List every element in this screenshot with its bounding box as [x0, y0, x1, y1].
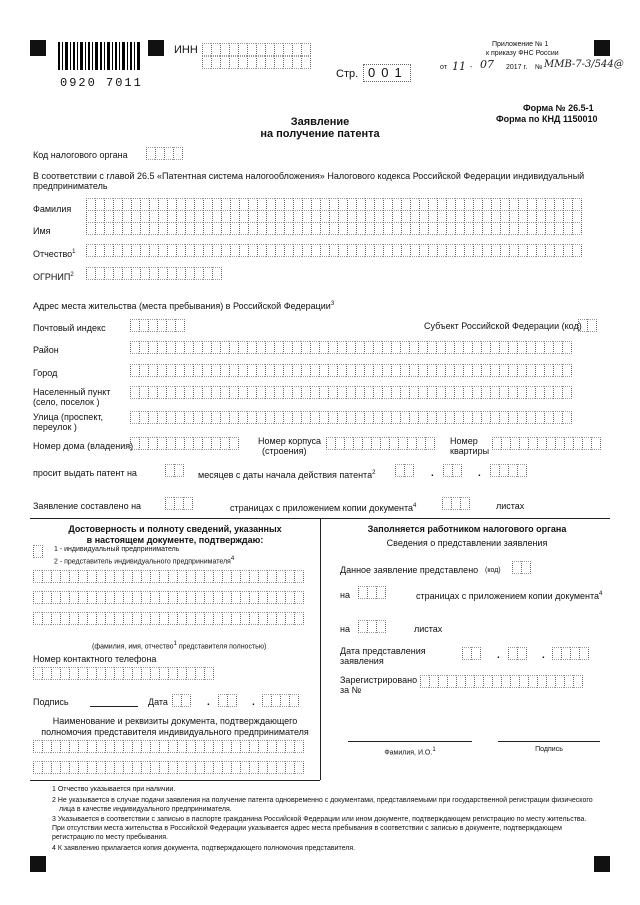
address-heading-text: Адрес места жительства (места пребывания) в Российской Федерации — [33, 301, 331, 311]
barcode-digits: 0920 7011 — [60, 76, 143, 90]
officer-name-line[interactable] — [348, 741, 472, 742]
officer-name-caption: Фамилия, И.О.$^1$ — [384, 747, 436, 757]
footnote-4-text: К заявлению прилагается копия документа, подтверждающего полномочия представителя. — [57, 845, 356, 852]
months-field[interactable] — [165, 464, 184, 477]
doc-heading-2: полномочия представителя индивидуального предпринимателя — [41, 727, 309, 737]
corner-marker-top-mid — [148, 40, 164, 56]
inn-field[interactable] — [202, 43, 311, 56]
order-month: 07 — [480, 58, 494, 71]
sign-year-field[interactable] — [262, 694, 299, 707]
date-dot: . — [252, 697, 255, 708]
request-label: просит выдать патент на — [33, 468, 137, 478]
settlement-label: Населенный пункт — [33, 387, 111, 397]
page-number-field[interactable]: 001 — [363, 64, 411, 82]
corner-marker-bottom-left — [30, 856, 46, 872]
order-number: ММВ-7-3/544@ — [544, 59, 624, 70]
sign-day-field[interactable] — [172, 694, 191, 707]
phone-label: Номер контактного телефона — [33, 654, 157, 664]
office-subheading: Сведения о представлении заявления — [386, 538, 548, 548]
corner-marker-bottom-right — [594, 856, 610, 872]
footnote-2-text: Не указывается в случае подачи заявления на получение патента одновременно с документами, представляемыми при государственной регистрации физического — [57, 797, 593, 804]
date-dot: . — [431, 468, 434, 479]
flat-label-2: квартиры — [450, 446, 490, 456]
confirm-heading-2: в настоящем документе, подтверждаю: — [86, 535, 264, 545]
name-field[interactable] — [86, 222, 582, 235]
date-dot: . — [478, 468, 481, 479]
street-label: Улица (проспект, — [33, 412, 103, 422]
surname-label: Фамилия — [33, 204, 72, 214]
footnote-2-cont: лица в качестве индивидуального предпринимателя. — [59, 806, 232, 813]
registered-label: Зарегистрировано — [340, 675, 418, 685]
barcode — [58, 42, 142, 72]
patronymic-field[interactable] — [86, 244, 582, 257]
patronymic-label: Отчество$^1$ — [33, 249, 76, 259]
confirmer-type-field[interactable] — [33, 545, 43, 558]
column-divider — [320, 518, 321, 780]
office-sheets-field[interactable] — [358, 620, 386, 633]
corner-marker-top-left — [30, 40, 46, 56]
form-number: Форма № 26.5-1 — [523, 103, 594, 113]
footnote-3-number: 3 — [52, 816, 56, 823]
phone-field[interactable] — [33, 667, 214, 680]
patronymic-text: Отчество — [33, 249, 73, 259]
confirm-heading: Достоверность и полноту сведений, указанных — [68, 524, 282, 534]
district-label: Район — [33, 345, 59, 355]
subject-label: Субъект Российской Федерации (код) — [424, 321, 582, 331]
footnote-3 — [52, 816, 586, 824]
registered-number-field[interactable] — [420, 675, 583, 688]
months-text: месяцев с даты начала действия патента — [198, 470, 373, 480]
footnote-4-number: 4 — [52, 845, 56, 852]
confirmer-option-1: 1 - индивидуальный предприниматель — [54, 546, 180, 553]
submit-year-field[interactable] — [552, 647, 589, 660]
district-field[interactable] — [130, 341, 572, 354]
signature-line[interactable] — [90, 706, 138, 707]
footnote-2 — [52, 797, 593, 805]
street-field[interactable] — [130, 411, 572, 424]
composed-label: Заявление составлено на — [33, 501, 142, 511]
representative-fio-row2[interactable] — [33, 591, 304, 604]
officer-name-text: Фамилия, И.О. — [384, 749, 433, 757]
city-field[interactable] — [130, 364, 572, 377]
officer-signature-line[interactable] — [498, 741, 600, 742]
ogrnip-field[interactable] — [86, 267, 222, 280]
inn-label: ИНН — [174, 44, 198, 56]
sign-month-field[interactable] — [218, 694, 237, 707]
settlement-label-2: (село, поселок ) — [33, 397, 100, 407]
flat-label: Номер — [450, 436, 478, 446]
order-from: от — [440, 64, 447, 71]
appendix-line1: Приложение № 1 — [492, 41, 549, 48]
building-label: Номер корпуса — [258, 436, 322, 446]
office-pages-field[interactable] — [358, 586, 386, 599]
office-on-label: на — [340, 590, 350, 600]
address-heading: Адрес места жительства (места пребывания) в Российской Федерации$^3$ — [33, 301, 335, 311]
submitted-label: Данное заявление представлено — [340, 565, 479, 575]
footnote-2-number: 2 — [52, 797, 56, 804]
order-no-label: № — [535, 64, 543, 71]
appendix-line2: к приказу ФНС России — [486, 50, 559, 57]
officer-signature-caption: Подпись — [535, 746, 563, 753]
start-year-field[interactable] — [490, 464, 527, 477]
office-pages-label: страницах с приложением копии документа$^4$ — [416, 591, 603, 601]
footnote-1 — [52, 786, 175, 794]
office-pages-text: страницах с приложением копии документа — [416, 591, 600, 601]
representative-fio-row3[interactable] — [33, 612, 304, 625]
form-knd: Форма по КНД 1150010 — [496, 114, 598, 124]
house-label: Номер дома (владения) — [33, 441, 134, 451]
street-label-2: переулок ) — [33, 422, 77, 432]
date-dot: . — [542, 650, 545, 661]
doc-field-row2[interactable] — [33, 761, 304, 774]
date-dot: . — [207, 697, 210, 708]
intro-text: В соответствии с главой 26.5 «Патентная система налогообложения» Налогового кодекса Российской Федерации индивидуальный предприниматель — [33, 171, 585, 191]
postal-label: Почтовый индекс — [33, 323, 106, 333]
ogrnip-label: ОГРНИП$^2$ — [33, 272, 74, 282]
confirmer-option-2: 2 - представитель индивидуального предпринимателя$^4$ — [54, 556, 235, 566]
footnote-3-text: Указывается в соответствии с записью в паспорте гражданина Российской Федерации или ином документе, подтверждающем регистрацию по месту жительства. — [57, 816, 587, 823]
footnote-1-text: Отчество указывается при наличии. — [57, 786, 176, 793]
building-label-2: (строения) — [262, 446, 307, 456]
fio-caption-text-2: представителя полностью) — [178, 643, 267, 651]
ogrnip-text: ОГРНИП — [33, 272, 71, 282]
submit-date-label-2: заявления — [340, 656, 384, 666]
submitted-code-field[interactable] — [512, 561, 531, 574]
footnote-1-number: 1 — [52, 786, 56, 793]
tax-code-label: Код налогового органа — [33, 150, 128, 160]
registered-label-2: за № — [340, 685, 362, 695]
form-subtitle: на получение патента — [260, 128, 380, 140]
submitted-code-label: (код) — [485, 567, 501, 574]
months-label: месяцев с даты начала действия патента$^2$ — [198, 470, 376, 480]
submit-month-field[interactable] — [508, 647, 527, 660]
representative-fio-row1[interactable] — [33, 570, 304, 583]
sign-label: Подпись — [33, 697, 69, 707]
office-on-label-2: на — [340, 624, 350, 634]
doc-heading: Наименование и реквизиты документа, подтверждающего — [52, 716, 298, 726]
submit-date-label: Дата представления — [340, 646, 426, 656]
submit-day-field[interactable] — [462, 647, 481, 660]
footnote-4 — [52, 845, 355, 853]
inn-field-row2 — [202, 56, 311, 69]
name-label: Имя — [33, 226, 51, 236]
office-heading: Заполняется работником налогового органа — [367, 524, 567, 534]
footnotes-divider — [30, 780, 320, 781]
corner-marker-top-right — [594, 40, 610, 56]
order-sep: - — [470, 64, 473, 71]
pages-text: страницах с приложением копии документа — [230, 503, 414, 513]
flat-field[interactable] — [492, 437, 601, 450]
pages-label: страницах с приложением копии документа$^4$ — [230, 503, 417, 513]
building-field[interactable] — [326, 437, 435, 450]
start-day-field[interactable] — [395, 464, 414, 477]
start-month-field[interactable] — [443, 464, 462, 477]
fio-caption: (фамилия, имя, отчество$^1$ представителя полностью) — [92, 641, 267, 651]
confirmer-option-2-text: 2 - представитель индивидуального предпринимателя — [54, 558, 231, 566]
house-field[interactable] — [130, 437, 239, 450]
pages-field[interactable] — [165, 497, 193, 510]
fio-caption-text: (фамилия, имя, отчество — [92, 643, 174, 651]
page-label: Стр. — [336, 68, 359, 80]
date-label: Дата — [148, 697, 168, 707]
sheets-field[interactable] — [442, 497, 470, 510]
footnote-3-cont: При отсутствии места жительства в Российской Федерации указывается адрес места пребывания в соответствии с записью в документе, подтверждающем — [52, 825, 562, 832]
date-dot: . — [497, 650, 500, 661]
form-title: Заявление — [290, 116, 350, 128]
order-year: 2017 г. — [506, 64, 528, 71]
footnote-3-cont-2: регистрацию по месту пребывания. — [52, 834, 169, 841]
tax-code-field[interactable] — [146, 147, 183, 160]
settlement-field[interactable] — [130, 386, 572, 399]
office-sheets-label: листах — [414, 624, 443, 634]
city-label: Город — [33, 368, 58, 378]
order-day: 11 — [452, 60, 466, 73]
sheets-label: листах — [496, 501, 525, 511]
doc-field-row1[interactable] — [33, 740, 304, 753]
postal-field[interactable] — [130, 319, 185, 332]
subject-field[interactable] — [578, 319, 597, 332]
